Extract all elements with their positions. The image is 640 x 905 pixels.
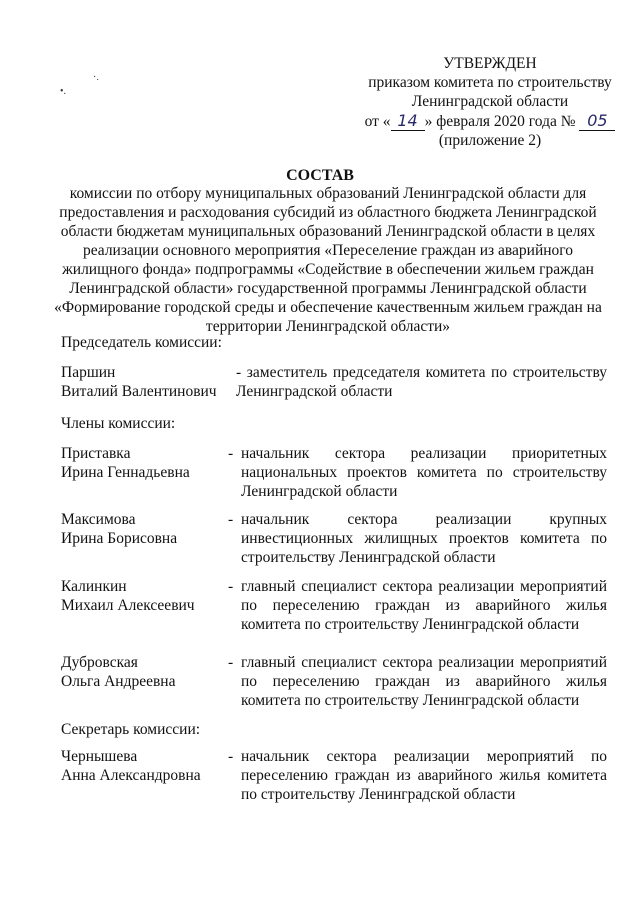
- person-name: [61, 363, 231, 401]
- person-name: [61, 444, 234, 482]
- person-given-names: Виталий Валентинович: [61, 383, 217, 400]
- person-given-names: Ирина Борисовна: [61, 530, 178, 547]
- person-role: начальник сектора реализации приоритетных национальных проектов комитета по строительству Ленинградской области: [241, 445, 607, 500]
- person-name: [61, 577, 234, 615]
- section-chairman: Председатель комиссии:: [61, 334, 222, 351]
- role-dash: -: [228, 748, 234, 765]
- person-role: начальник сектора реализации мероприятий по переселению граждан из аварийного жилья комитета по строительству Ленинградской области: [241, 748, 607, 803]
- person-given-names: Михаил Алексеевич: [61, 597, 195, 614]
- person-surname: Приставка: [61, 445, 131, 462]
- approval-date-line: [360, 111, 620, 131]
- role-dash: -: [236, 364, 242, 381]
- section-secretary: Секретарь комиссии:: [61, 721, 201, 738]
- person-name: [61, 510, 234, 548]
- member-row: [61, 444, 621, 504]
- person-name: [61, 747, 234, 785]
- approval-appendix: (приложение 2): [438, 132, 542, 149]
- person-surname: Максимова: [61, 511, 136, 528]
- member-row: [61, 653, 621, 713]
- document-title: СОСТАВ: [286, 167, 354, 184]
- person-surname: Калинкин: [61, 578, 127, 595]
- role-dash: -: [228, 654, 234, 671]
- approval-order-line: приказом комитета по строительству: [368, 74, 612, 91]
- role-dash: -: [228, 445, 234, 462]
- role-dash: -: [228, 511, 234, 528]
- person-role: начальник сектора реализации крупных инвестиционных жилищных проектов комитета по строительству Ленинградской области: [241, 511, 607, 566]
- member-row: [61, 510, 621, 570]
- member-row: [61, 577, 621, 637]
- approval-block: [360, 54, 620, 150]
- person-given-names: Ольга Андреевна: [61, 673, 176, 690]
- person-surname: Дубровская: [61, 654, 138, 671]
- person-given-names: Ирина Геннадьевна: [61, 464, 190, 481]
- section-members: Члены комиссии:: [61, 415, 176, 432]
- person-surname: Чернышева: [61, 748, 138, 765]
- approval-region-line: Ленинградской области: [411, 93, 569, 110]
- person-given-names: Анна Александровна: [61, 767, 201, 784]
- date-middle: » февраля 2020 года №: [424, 113, 576, 130]
- person-role: [236, 363, 607, 401]
- handwritten-day: 14: [391, 111, 425, 131]
- handwritten-order-number: 05: [579, 111, 615, 131]
- person-role: главный специалист сектора реализации мероприятий по переселению граждан из аварийного жилья комитета по строительству Ленинградской области: [241, 578, 607, 633]
- role-dash: -: [228, 578, 234, 595]
- date-prefix: от «: [364, 113, 391, 130]
- secretary-row: [61, 747, 621, 807]
- approval-heading: УТВЕРЖДЕН: [443, 55, 537, 72]
- person-role: главный специалист сектора реализации мероприятий по переселению граждан из аварийного жилья комитета по строительству Ленинградской области: [241, 654, 607, 709]
- role-text: заместитель председателя комитета по строительству Ленинградской области: [236, 364, 607, 400]
- person-name: [61, 653, 234, 691]
- commission-description: комиссии по отбору муниципальных образований Ленинградской области для предоставления и расходования субсидий из областного бюджета Ленинградской области бюджетам муниципальных образований Ленинградской области в целях реализации основного мероприятия «Переселение граждан из аварийного жилищного фонда» подпрограммы «Содействие в обеспечении жильем граждан Ленинградской области» государственной программы Ленинградской области «Формирование городской среды и обеспечение качественным жильем граждан на территории Ленинградской области»: [54, 185, 602, 335]
- person-surname: Паршин: [61, 364, 116, 381]
